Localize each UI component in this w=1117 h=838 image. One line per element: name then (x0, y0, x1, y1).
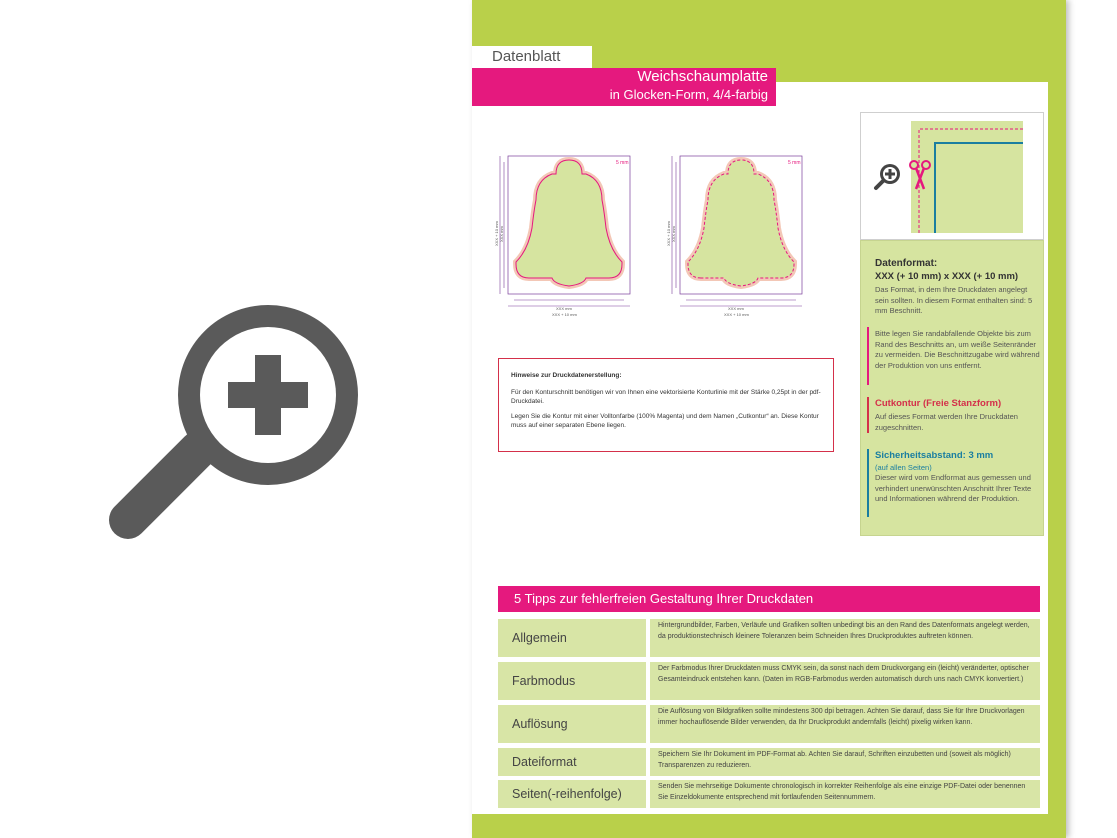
zoom-in-icon[interactable] (873, 161, 903, 191)
tip-label: Dateiformat (498, 748, 646, 776)
format-value: XXX (+ 10 mm) x XXX (+ 10 mm) (875, 271, 1019, 282)
tip-label: Seiten(-reihenfolge) (498, 780, 646, 808)
format-title: Datenformat: (875, 258, 938, 269)
title-bar (472, 68, 776, 106)
height-label: XXX mm (499, 226, 504, 242)
hints-paragraph-2: Legen Sie die Kontur mit einer Volltonfarbe (100% Magenta) und dem Namen „Cutkontur“ an. Diese Kontur muss auf einer separaten Ebene liegen. (511, 413, 819, 429)
tip-text: Die Auflösung von Bildgrafiken sollte mindestens 300 dpi betragen. Achten Sie darauf, dass Sie für Ihre Druckvorlagen immer hochauflösende Bilder verwenden, da Ihr Druckprodukt andernfalls (leicht) pixelig wirken kann. (650, 705, 1040, 743)
cut-title: Cutkontur (Freie Stanzform) (875, 398, 1002, 409)
corner-preview (860, 112, 1044, 240)
page-title: Weichschaumplatte (637, 68, 768, 85)
cut-marker (867, 397, 869, 433)
height-label: XXX mm (671, 226, 676, 242)
tip-text: Speichern Sie Ihr Dokument im PDF-Format ab. Achten Sie darauf, Schriften einzubetten und (soweit als möglich) Transparenzen zu reduzieren. (650, 748, 1040, 776)
tip-label: Farbmodus (498, 662, 646, 700)
tips-heading: 5 Tipps zur fehlerfreien Gestaltung Ihrer Druckdaten (498, 586, 1040, 612)
bleed-description: Bitte legen Sie randabfallende Objekte bis zum Rand des Beschnitts an, um weiße Seitenränder zu vermeiden. Die Beschnittzugabe wird während der Produktion von uns entfernt. (875, 329, 1040, 370)
height-bleed-label: XXX + 10 mm (494, 221, 499, 246)
safety-marker (867, 449, 869, 517)
footer-band (472, 814, 1066, 838)
format-info-panel (860, 240, 1044, 536)
bell-shape (516, 160, 622, 286)
tip-text: Hintergrundbilder, Farben, Verläufe und Grafiken sollten unbedingt bis an den Rand des Datenformats angelegt werden, da produktionstechnisch kleinere Toleranzen beim Schneiden Ihres Druckproduktes auftreten können. (650, 619, 1040, 657)
tip-row (498, 780, 1040, 808)
zoom-in-icon[interactable] (98, 290, 408, 560)
bell-shape (688, 160, 794, 286)
datasheet-page (472, 0, 1066, 838)
tip-row (498, 662, 1040, 700)
bell-drawing-right (666, 150, 826, 325)
bell-drawing-left (494, 150, 654, 325)
safety-subtitle: (auf allen Seiten) (875, 463, 932, 472)
document-label: Datenblatt (472, 46, 592, 68)
scissors-icon (909, 159, 931, 191)
width-bleed-label: XXX + 10 mm (724, 312, 749, 317)
tip-row (498, 748, 1040, 776)
tip-text: Der Farbmodus Ihrer Druckdaten muss CMYK sein, da sonst nach dem Druckvorgang ein (leicht) veränderter, optischer Gesamteindruck entstehen kann. (Daten im RGB-Farbmodus werden automatisch durch uns nach CMYK konvertiert.) (650, 662, 1040, 700)
width-bleed-label: XXX + 10 mm (552, 312, 577, 317)
bleed-label: 5 mm (616, 160, 629, 166)
bleed-marker (867, 327, 869, 385)
tip-text: Senden Sie mehrseitige Dokumente chronologisch in korrekter Reihenfolge als eine einzige PDF-Datei oder benennen Sie Einzeldokumente entsprechend mit fortlaufenden Seitennummern. (650, 780, 1040, 808)
tip-row (498, 705, 1040, 743)
bleed-label: 5 mm (788, 160, 801, 166)
safety-title: Sicherheitsabstand: 3 mm (875, 450, 994, 461)
format-description: Das Format, in dem Ihre Druckdaten angelegt sein sollten. In diesem Format enthalten sind: 5 mm Beschnitt. (875, 285, 1033, 315)
hints-title: Hinweise zur Druckdatenerstellung: (511, 372, 622, 379)
side-band (1048, 0, 1066, 838)
height-bleed-label: XXX + 10 mm (666, 221, 671, 246)
tip-label: Allgemein (498, 619, 646, 657)
hints-paragraph-1: Für den Konturschnitt benötigen wir von Ihnen eine vektorisierte Konturlinie mit der Stärke 0,25pt in der pdf-Druckdatei. (511, 389, 821, 405)
tip-label: Auflösung (498, 705, 646, 743)
tip-row (498, 619, 1040, 657)
print-data-hints (498, 358, 834, 452)
page-subtitle: in Glocken-Form, 4/4-farbig (609, 87, 768, 102)
safety-description: Dieser wird vom Endformat aus gemessen und verhindert unerwünschten Anschnitt Ihrer Texte und Informationen während der Produktion. (875, 473, 1032, 503)
width-label: XXX mm (556, 306, 572, 311)
width-label: XXX mm (728, 306, 744, 311)
cut-description: Auf dieses Format werden Ihre Druckdaten zugeschnitten. (875, 412, 1018, 432)
